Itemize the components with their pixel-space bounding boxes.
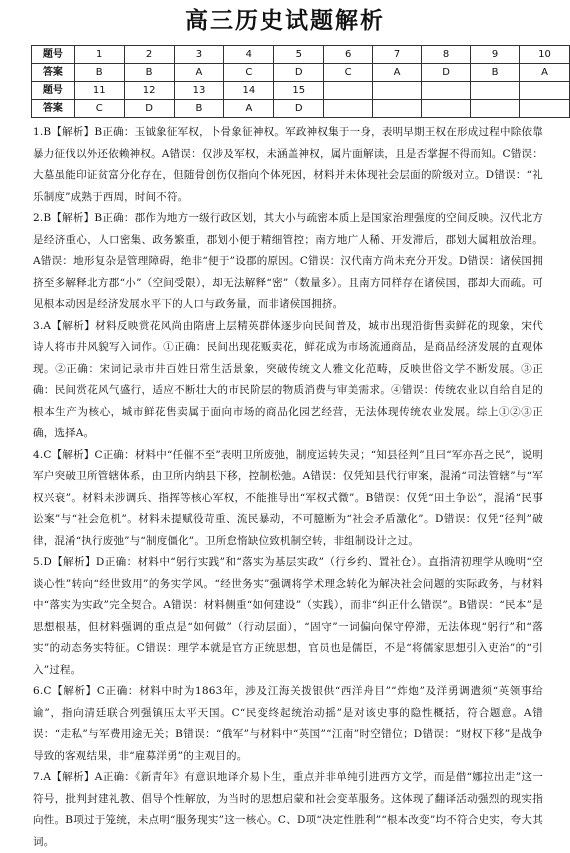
row-label: 答案 (32, 100, 75, 118)
answer-cell: D (422, 64, 471, 82)
table-row (32, 100, 570, 118)
answer-cell: B (74, 64, 124, 82)
question-number: 3 (174, 46, 224, 64)
answer-cell: C (224, 64, 274, 82)
explanation-paragraph: 2.B【解析】B正确：郡作为地方一级行政区划，其大小与疏密本质上是国家治理强度的空间反映。汉代北方是经济重心，人口密集、政务繁重，郡划小便于精细管控；南方地广人稀、开发滞后，郡划大属粗放治理。A错误：地形复杂是管理障碍，绝非“便于”设郡的原因。C错误：汉代南方尚未充分开发。D错误：诸侯国拥挤至多解释北方郡“小”（空间受限），却无法解释“密”（数量多）。且南方同样存在诸侯国，郡却大而疏。可见根本动因是经济发展水平下的人口与政务量，而非诸侯国拥挤。 (33, 212, 543, 310)
answer-cell (373, 100, 422, 118)
answer-cell: D (274, 64, 324, 82)
answer-cell (471, 100, 520, 118)
explanation-paragraph: 7.A【解析】A正确：《新青年》有意识地译介易卜生，重点并非单纯引进西方文学，而是借“娜拉出走”这一符号，批判封建礼教、倡导个性解放，为当时的思想启蒙和社会变革服务。这体现了翻译活动强烈的现实指向性。B项过于笼统，未点明“服务现实”这一核心。C、D项“决定性胜利”“根本改变”均不符合史实，夸大其词。 (33, 771, 543, 848)
page-title: 高三历史试题解析 (185, 7, 385, 34)
explanation-paragraph: 1.B【解析】B正确：玉钺象征军权，卜骨象征神权。军政神权集于一身，表明早期王权在形成过程中除依靠暴力征伐以外还依赖神权。A错误：仅涉及军权，未涵盖神权，属片面解读，且是否掌握不得而知。C错误：大墓虽能印证贫富分化存在，但随骨创伤仅指向个体死因，材料并未体现社会层面的阶级对立。D错误：“礼乐制度”成熟于西周，时间不符。 (33, 126, 543, 203)
answer-cell: D (124, 100, 174, 118)
question-number (520, 82, 570, 100)
answer-cell: D (274, 100, 324, 118)
answer-cell: B (124, 64, 174, 82)
question-number: 15 (274, 82, 324, 100)
question-number: 14 (224, 82, 274, 100)
answer-cell: A (373, 64, 422, 82)
row-label: 题号 (32, 46, 75, 64)
question-number: 13 (174, 82, 224, 100)
answer-cell: A (520, 64, 570, 82)
explanation-paragraph: 5.D【解析】D正确：材料中“躬行实践”和“落实为基层实政”（行乡约、置社仓）。直指清初理学从晚明“空谈心性”转向“经世致用”的务实学风。“经世务实”强调将学术理念转化为解决社会问题的实际政务，与材料中“落实为实政”完全契合。A错误：材料侧重“如何建设”（实践），而非“纠正什么错误”。B错误：“民本”是思想根基，但材料强调的重点是“如何做”（行动层面），“固守”一词偏向保守停滞，无法体现“躬行”和“落实”的动态务实特征。C错误：理学本就是官方正统思想，官员也是儒臣，不是“将儒家思想引入吏治”的“引入”过程。 (33, 556, 543, 676)
table-row (32, 46, 570, 64)
answer-cell (324, 100, 373, 118)
question-number: 1 (74, 46, 124, 64)
answer-cell: C (74, 100, 124, 118)
answer-cell: A (174, 64, 224, 82)
question-number (471, 82, 520, 100)
explanation-paragraph: 6.C【解析】C正确：材料中时为1863年，涉及江海关拨银供“西洋舟目”“炸炮”及洋勇调遣须“英领事给谕”，指向清廷联合列强镇压太平天国。C“民变终起统治动摇”是对该史事的隐性概括，符合题意。A错误：“走私”与军费用途无关；B错误：“俄军”与材料中“英国”“江南”时空错位；D错误：“财权下移”是战争导致的客观结果，非“雇募洋勇”的主观目的。 (33, 685, 543, 762)
row-label: 答案 (32, 64, 75, 82)
row-label: 题号 (32, 82, 75, 100)
answer-cell: B (471, 64, 520, 82)
question-number: 11 (74, 82, 124, 100)
explanations (33, 122, 543, 853)
question-number: 5 (274, 46, 324, 64)
explanation-paragraph: 3.A【解析】材料反映赏花风尚由隋唐上层精英群体逐步向民间普及，城市出现沿街售卖鲜花的现象，宋代诗人将市井风貌写入词作。①正确：民间出现花贩卖花，鲜花成为市场流通商品，是商品经济发展的直观体现。②正确：宋词记录市井百姓日常生活景象，突破传统文人雅文化范畴，反映世俗文学不断发展。③正确：民间赏花风气盛行，适应不断壮大的市民阶层的物质消费与审美需求。④错误：传统农业以自给自足的根本生产为核心，城市鲜花售卖属于面向市场的商品化园艺经营，无法体现传统农业发展。综上①②③正确，选择A。 (33, 319, 543, 439)
question-number (373, 82, 422, 100)
question-number: 8 (422, 46, 471, 64)
question-number: 10 (520, 46, 570, 64)
question-number: 12 (124, 82, 174, 100)
question-number: 7 (373, 46, 422, 64)
question-number: 2 (124, 46, 174, 64)
answer-cell (422, 100, 471, 118)
question-number (422, 82, 471, 100)
question-number: 9 (471, 46, 520, 64)
answer-cell: B (174, 100, 224, 118)
answer-table (31, 45, 570, 118)
table-row (32, 82, 570, 100)
answer-cell (520, 100, 570, 118)
explanation-paragraph: 4.C【解析】C正确：材料中“任催不至”表明卫所废弛，制度运转失灵；“知县径判”且曰“军亦吾之民”，说明军户突破卫所管辖体系，由卫所内纳县下移，控制松弛。A错误：仅凭知县代行审案，混淆“司法管辖”与“军权兴衰”。材料未涉调兵、指挥等核心军权，不能推导出“军权式微”。B错误：仅凭“田土争讼”，混淆“民事讼案”与“社会危机”。材料未提赋役苛重、流民暴动，不可臆断为“社会矛盾激化”。D错误：仅凭“径判”破律，混淆“执行废弛”与“制度僵化”。卫所怠惰缺位致机制空转，非组制设计之过。 (33, 448, 543, 547)
table-row (32, 64, 570, 82)
question-number: 6 (324, 46, 373, 64)
question-number (324, 82, 373, 100)
question-number: 4 (224, 46, 274, 64)
answer-cell: C (324, 64, 373, 82)
answer-cell: A (224, 100, 274, 118)
